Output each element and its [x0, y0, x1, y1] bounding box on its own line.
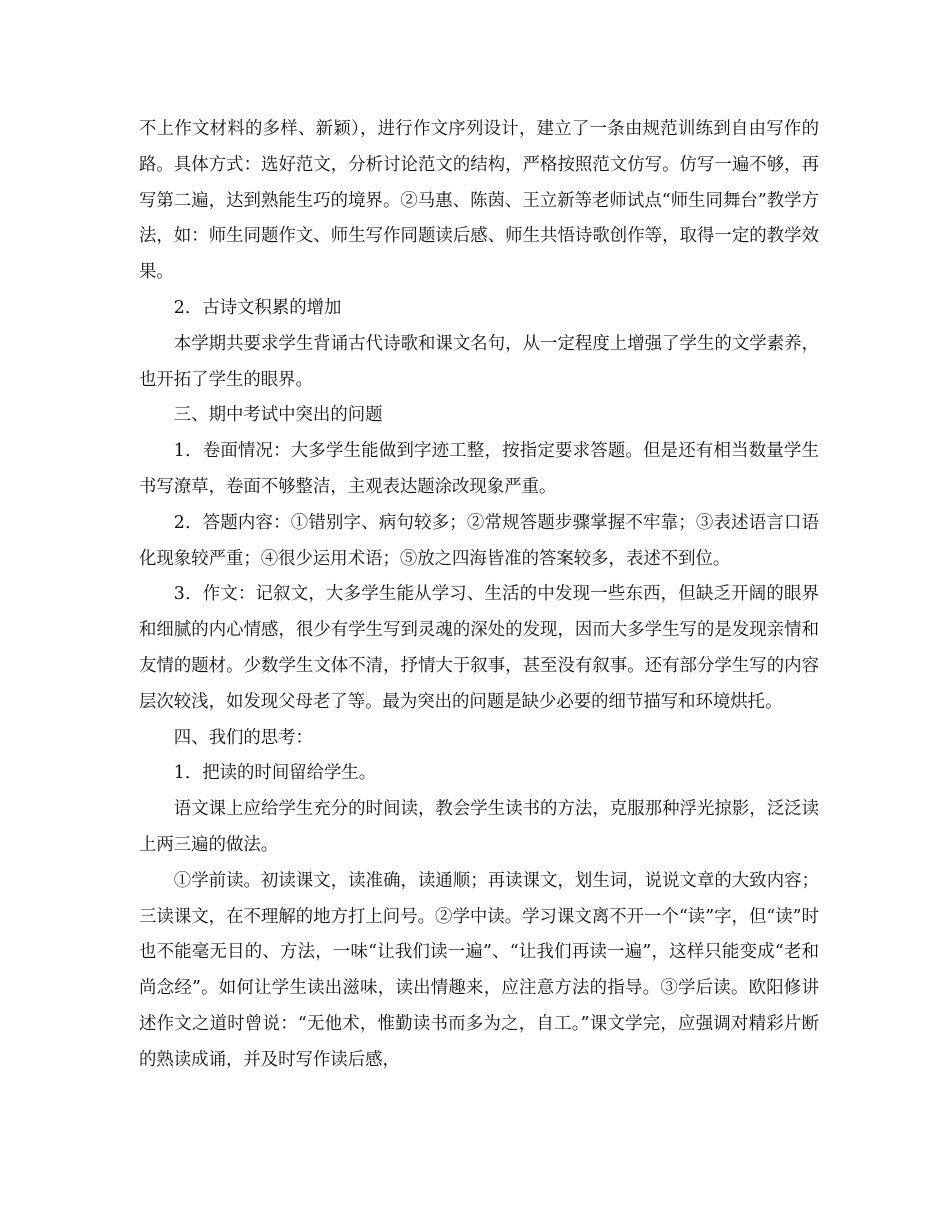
paragraph-continuation: 不上作文材料的多样、新颖），进行作文序列设计，建立了一条由规范训练到自由写作的路。具体方式：选好范文，分析讨论范文的结构，严格按照范文仿写。仿写一遍不够，再写第二遍，达到熟能生巧的境界。②马惠、陈茵、王立新等老师试点“师生同舞台”教学方法，如：师生同题作文、师生写作同题读后感、师生共悟诗歌创作等，取得一定的教学效果。 [139, 119, 819, 283]
paragraph-reading-methods: ①学前读。初读课文，读准确，读通顺；再读课文，划生词，说说文章的大致内容；三读课文，在不理解的地方打上问号。②学中读。学习课文离不开一个“读”字，但“读”时也不能毫无目的、方法，一味“让我们读一遍”、“让我们再读一遍”，这样只能变成“老和尚念经”。如何让学生读出滋味，读出情趣来，应注意方法的指导。③学后读。欧阳修讲述作文之道时曾说：“无他术，惟勤读书而多为之，自工。”课文学完，应强调对精彩片断的熟读成诵，并及时写作读后感， [139, 870, 819, 1070]
section-heading-reflections: 四、我们的思考： [173, 727, 313, 748]
paragraph-answer-content: 2．答题内容：①错别字、病句较多；②常规答题步骤掌握不牢靠；③表述语言口语化现象较严重；④很少运用术语；⑤放之四海皆准的答案较多，表述不到位。 [139, 512, 819, 569]
document-body [139, 112, 819, 1079]
paragraph-reading-time: 语文课上应给学生充分的时间读，教会学生读书的方法，克服那种浮光掠影，泛泛读上两三遍的做法。 [139, 799, 819, 855]
subheading-reading-time: 1．把读的时间留给学生。 [173, 763, 377, 784]
paragraph-composition: 3．作文：记叙文，大多学生能从学习、生活的中发现一些东西，但缺乏开阔的眼界和细腻的内心情感，很少有学生写到灵魂的深处的发现，因而大多学生写的是发现亲情和友情的题材。少数学生文体不清，抒情大于叙事，甚至没有叙事。还有部分学生写的内容层次较浅，如发现父母老了等。最为突出的问题是缺少必要的细节描写和环境烘托。 [139, 584, 819, 712]
paragraph-paper-condition: 1．卷面情况：大多学生能做到字迹工整，按指定要求答题。但是还有相当数量学生书写潦草，卷面不够整洁，主观表达题涂改现象严重。 [139, 441, 819, 497]
subheading-classical-poetry: 2．古诗文积累的增加 [173, 297, 342, 318]
section-heading-problems: 三、期中考试中突出的问题 [173, 405, 383, 426]
paragraph-classical-poetry: 本学期共要求学生背诵古代诗歌和课文名句，从一定程度上增强了学生的文学素养，也开拓了学生的眼界。 [139, 333, 819, 390]
